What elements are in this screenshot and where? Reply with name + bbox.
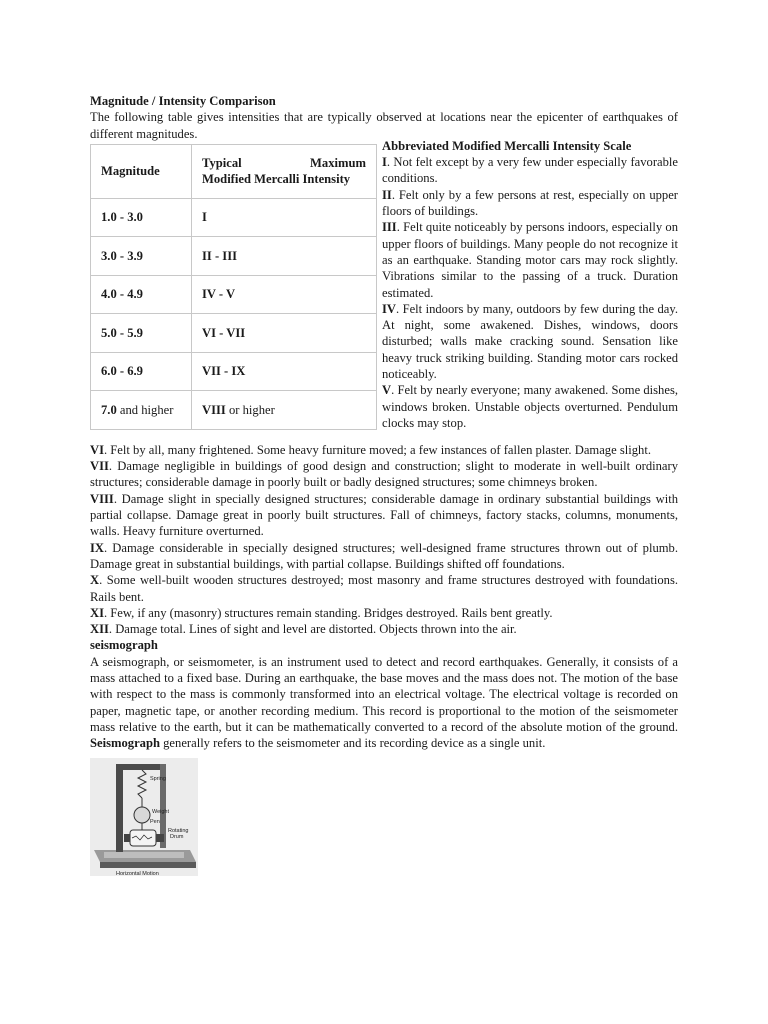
seismograph-illustration <box>90 758 198 876</box>
scale-level: II. Felt only by a few persons at rest, especially on upper floors of buildings. <box>382 187 678 219</box>
seismograph-heading: seismograph <box>90 638 158 653</box>
scale-level: IV. Felt indoors by many, outdoors by few during the day. At night, some awakened. Dishes, windows, doors disturbed; walls make cracking sound. Sensation like heavy truck striking building. Standing motor cars rocked noticeably. <box>382 301 678 382</box>
magnitude-cell: 1.0 - 3.0 <box>91 198 192 237</box>
scale-continued <box>90 442 678 752</box>
table-and-scale <box>90 138 678 442</box>
table-row-last <box>91 391 377 430</box>
table-row <box>91 275 377 314</box>
mercalli-scale <box>382 138 678 431</box>
magnitude-cell: 7.0 and higher <box>91 391 192 430</box>
table-row <box>91 198 377 237</box>
seismograph-diagram <box>90 758 198 876</box>
intensity-cell: VIII or higher <box>192 391 377 430</box>
intensity-cell: VII - IX <box>192 352 377 391</box>
magnitude-cell: 6.0 - 6.9 <box>91 352 192 391</box>
scale-level: X. Some well-built wooden structures destroyed; most masonry and frame structures destroyed with foundations. Rails bent. <box>90 573 678 604</box>
table-row <box>91 314 377 353</box>
label-pen: Pen <box>150 818 160 825</box>
magnitude-cell: 3.0 - 3.9 <box>91 237 192 276</box>
intensity-cell: VI - VII <box>192 314 377 353</box>
intensity-header-line2: Modified Mercalli Intensity <box>202 172 351 187</box>
document-page <box>90 93 678 876</box>
scale-level: IX. Damage considerable in specially designed structures; well-designed frame structures thrown out of plumb. Damage great in substantial buildings, with partial collapse. Buildings shifted off foundations. <box>90 540 678 571</box>
label-rotating: Rotating <box>168 827 189 834</box>
scale-level: VIII. Damage slight in specially designed structures; considerable damage in ordinary substantial buildings with partial collapse. Damage great in poorly built structures. Fall of chimneys, factory stacks, columns, monuments, walls. Heavy furniture overturned. <box>90 491 678 539</box>
intensity-cell: I <box>192 198 377 237</box>
scale-level: I. Not felt except by a very few under especially favorable conditions. <box>382 155 678 186</box>
scale-level: III. Felt quite noticeably by persons indoors, especially on upper floors of buildings. Many people do not recognize it as an earthquake. Standing motor cars may rock slightly. Vibrations similar to the passing of a truck. Duration estimated. <box>382 220 678 300</box>
scale-level: VI. Felt by all, many frightened. Some heavy furniture moved; a few instances of fallen plaster. Damage slight. <box>90 442 651 457</box>
intro-paragraph: The following table gives intensities that are typically observed at locations near the epicenter of earthquakes of different magnitudes. <box>90 110 678 141</box>
table-row <box>91 352 377 391</box>
label-horizontal-motion: Horizontal Motion <box>116 870 159 876</box>
label-weight: Weight <box>152 808 170 815</box>
intensity-cell: II - III <box>192 237 377 276</box>
table-header-row <box>91 144 377 198</box>
scale-level: VII. Damage negligible in buildings of good design and construction; slight to moderate in well-built ordinary structures; considerable damage in poorly built or badly designed structures; some chimneys broken. <box>90 459 678 490</box>
intensity-header-line1: Typical Maximum <box>202 156 366 171</box>
intensity-cell: IV - V <box>192 275 377 314</box>
scale-level: V. Felt by nearly everyone; many awakened. Some dishes, windows broken. Unstable objects overturned. Pendulum clocks may stop. <box>382 383 678 430</box>
label-spring: Spring <box>150 775 166 782</box>
scale-title: Abbreviated Modified Mercalli Intensity Scale <box>382 138 632 153</box>
scale-level: XI. Few, if any (masonry) structures remain standing. Bridges destroyed. Rails bent greatly. <box>90 605 553 620</box>
seismograph-paragraph: A seismograph, or seismometer, is an instrument used to detect and record earthquakes. Generally, it consists of a mass attached to a fixed base. During an earthquake, the base moves and the mass does not. The motion of the base with respect to the mass is commonly transformed into an electrical voltage. The electrical voltage is recorded on paper, magnetic tape, or another recording medium. This record is proportional to the motion of the seismometer mass relative to the earth, but it can be mathematically converted to a record of the absolute motion of the ground. Seismograph generally refers to the seismometer and its recording device as a single unit. <box>90 654 678 751</box>
magnitude-cell: 4.0 - 4.9 <box>91 275 192 314</box>
magnitude-intensity-table <box>90 144 377 430</box>
magnitude-cell: 5.0 - 5.9 <box>91 314 192 353</box>
page-heading: Magnitude / Intensity Comparison <box>90 94 276 108</box>
magnitude-header: Magnitude <box>91 144 192 198</box>
intensity-header <box>192 144 377 198</box>
label-drum: Drum <box>170 833 184 840</box>
scale-level: XII. Damage total. Lines of sight and level are distorted. Objects thrown into the air. <box>90 622 517 637</box>
table-row <box>91 237 377 276</box>
